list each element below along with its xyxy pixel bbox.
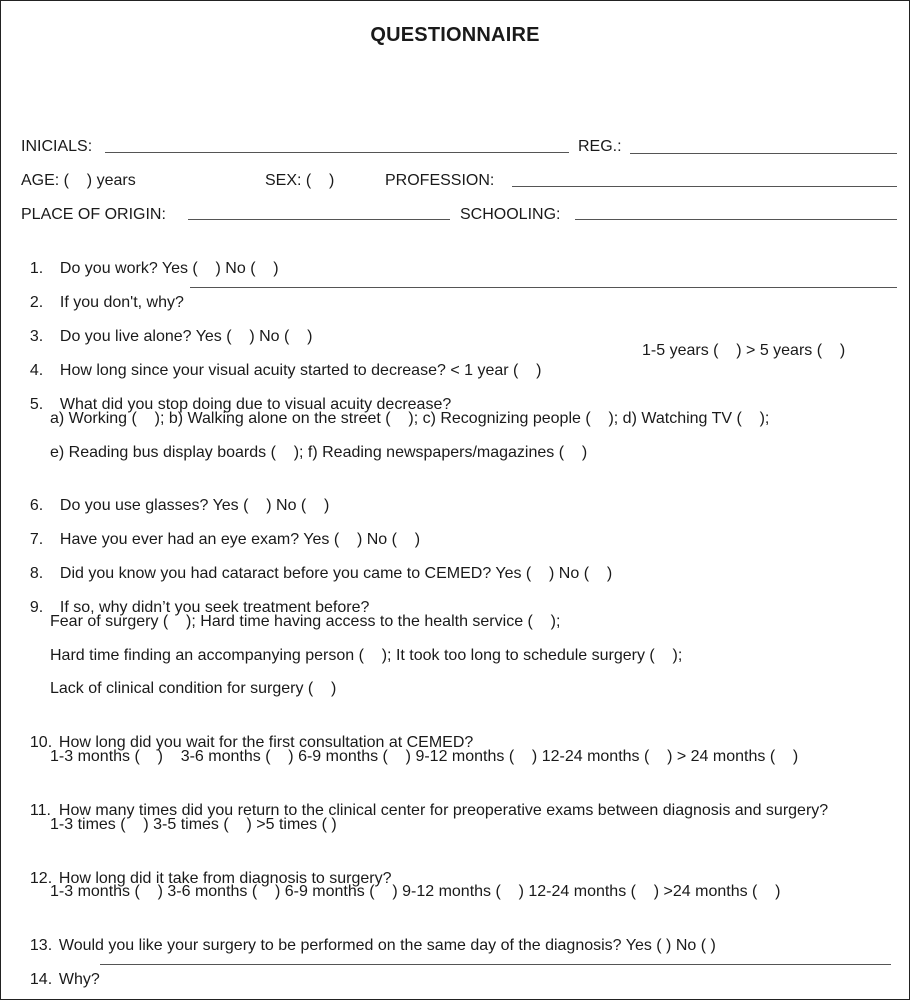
profession-label: PROFESSION: <box>385 172 495 189</box>
question-number: 7. <box>29 531 44 548</box>
question-number: 5. <box>29 396 44 413</box>
question-text: If so, why didn’t you seek treatment before? <box>59 599 370 616</box>
page-title: QUESTIONNAIRE <box>370 24 540 46</box>
why-not-work-field[interactable] <box>190 287 897 288</box>
question-9-options-3[interactable]: Lack of clinical condition for surgery ( ) <box>50 680 337 697</box>
why-field[interactable] <box>100 964 891 965</box>
question-text: How long did it take from diagnosis to surgery? <box>58 870 392 887</box>
question-number: 12. <box>29 870 53 887</box>
question-number: 1. <box>29 260 44 277</box>
sex-field[interactable]: SEX: ( ) <box>265 172 335 189</box>
age-field[interactable]: AGE: ( ) years <box>21 172 136 189</box>
initials-label: INICIALS: <box>21 138 93 155</box>
question-text: Have you ever had an eye exam? Yes ( ) No ( ) <box>59 531 421 548</box>
question-14 <box>21 950 100 990</box>
question-12-options[interactable]: 1-3 months ( ) 3-6 months ( ) 6-9 months ( ) 9-12 months ( ) 12-24 months ( ) >24 months ( ) <box>50 883 781 900</box>
question-number: 6. <box>29 497 44 514</box>
schooling-field[interactable] <box>575 219 897 220</box>
question-text: Do you work? Yes ( ) No ( ) <box>59 260 279 277</box>
origin-label: PLACE OF ORIGIN: <box>21 206 166 223</box>
question-5-options-1[interactable]: a) Working ( ); b) Walking alone on the street ( ); c) Recognizing people ( ); d) Watching TV ( ); <box>50 410 770 427</box>
question-text: What did you stop doing due to visual acuity decrease? <box>59 396 452 413</box>
question-number: 3. <box>29 328 44 345</box>
question-number: 8. <box>29 565 44 582</box>
question-number: 4. <box>29 362 44 379</box>
question-13[interactable] <box>21 916 716 956</box>
question-text: Do you live alone? Yes ( ) No ( ) <box>59 328 313 345</box>
question-text: How long since your visual acuity started to decrease? < 1 year ( ) <box>59 362 542 379</box>
question-text: Would you like your surgery to be performed on the same day of the diagnosis? Yes ( ) No ( ) <box>58 937 716 954</box>
question-4-options[interactable]: 1-5 years ( ) > 5 years ( ) <box>642 342 846 359</box>
question-text: Do you use glasses? Yes ( ) No ( ) <box>59 497 330 514</box>
question-9-options-1[interactable]: Fear of surgery ( ); Hard time having access to the health service ( ); <box>50 613 561 630</box>
reg-field[interactable] <box>630 153 897 154</box>
question-text: How long did you wait for the first consultation at CEMED? <box>58 734 474 751</box>
reg-label: REG.: <box>578 138 622 155</box>
question-10-options[interactable]: 1-3 months ( ) 3-6 months ( ) 6-9 months ( ) 9-12 months ( ) 12-24 months ( ) > 24 months ( ) <box>50 748 799 765</box>
question-number: 2. <box>29 294 44 311</box>
origin-field[interactable] <box>188 219 450 220</box>
question-11-options[interactable]: 1-3 times ( ) 3-5 times ( ) >5 times ( ) <box>50 816 337 833</box>
schooling-label: SCHOOLING: <box>460 206 561 223</box>
question-text: How many times did you return to the clinical center for preoperative exams between diagnosis and surgery? <box>58 802 829 819</box>
initials-field[interactable] <box>105 152 569 153</box>
question-5-options-2[interactable]: e) Reading bus display boards ( ); f) Reading newspapers/magazines ( ) <box>50 444 588 461</box>
question-text: If you don't, why? <box>59 294 184 311</box>
question-number: 10. <box>29 734 53 751</box>
question-text: Did you know you had cataract before you came to CEMED? Yes ( ) No ( ) <box>59 565 613 582</box>
question-number: 13. <box>29 937 53 954</box>
question-9-options-2[interactable]: Hard time finding an accompanying person ( ); It took too long to schedule surgery ( ); <box>50 647 683 664</box>
profession-field[interactable] <box>512 186 897 187</box>
question-number: 14. <box>29 971 53 988</box>
question-number: 11. <box>29 802 51 819</box>
question-text: Why? <box>58 971 100 988</box>
question-number: 9. <box>29 599 44 616</box>
